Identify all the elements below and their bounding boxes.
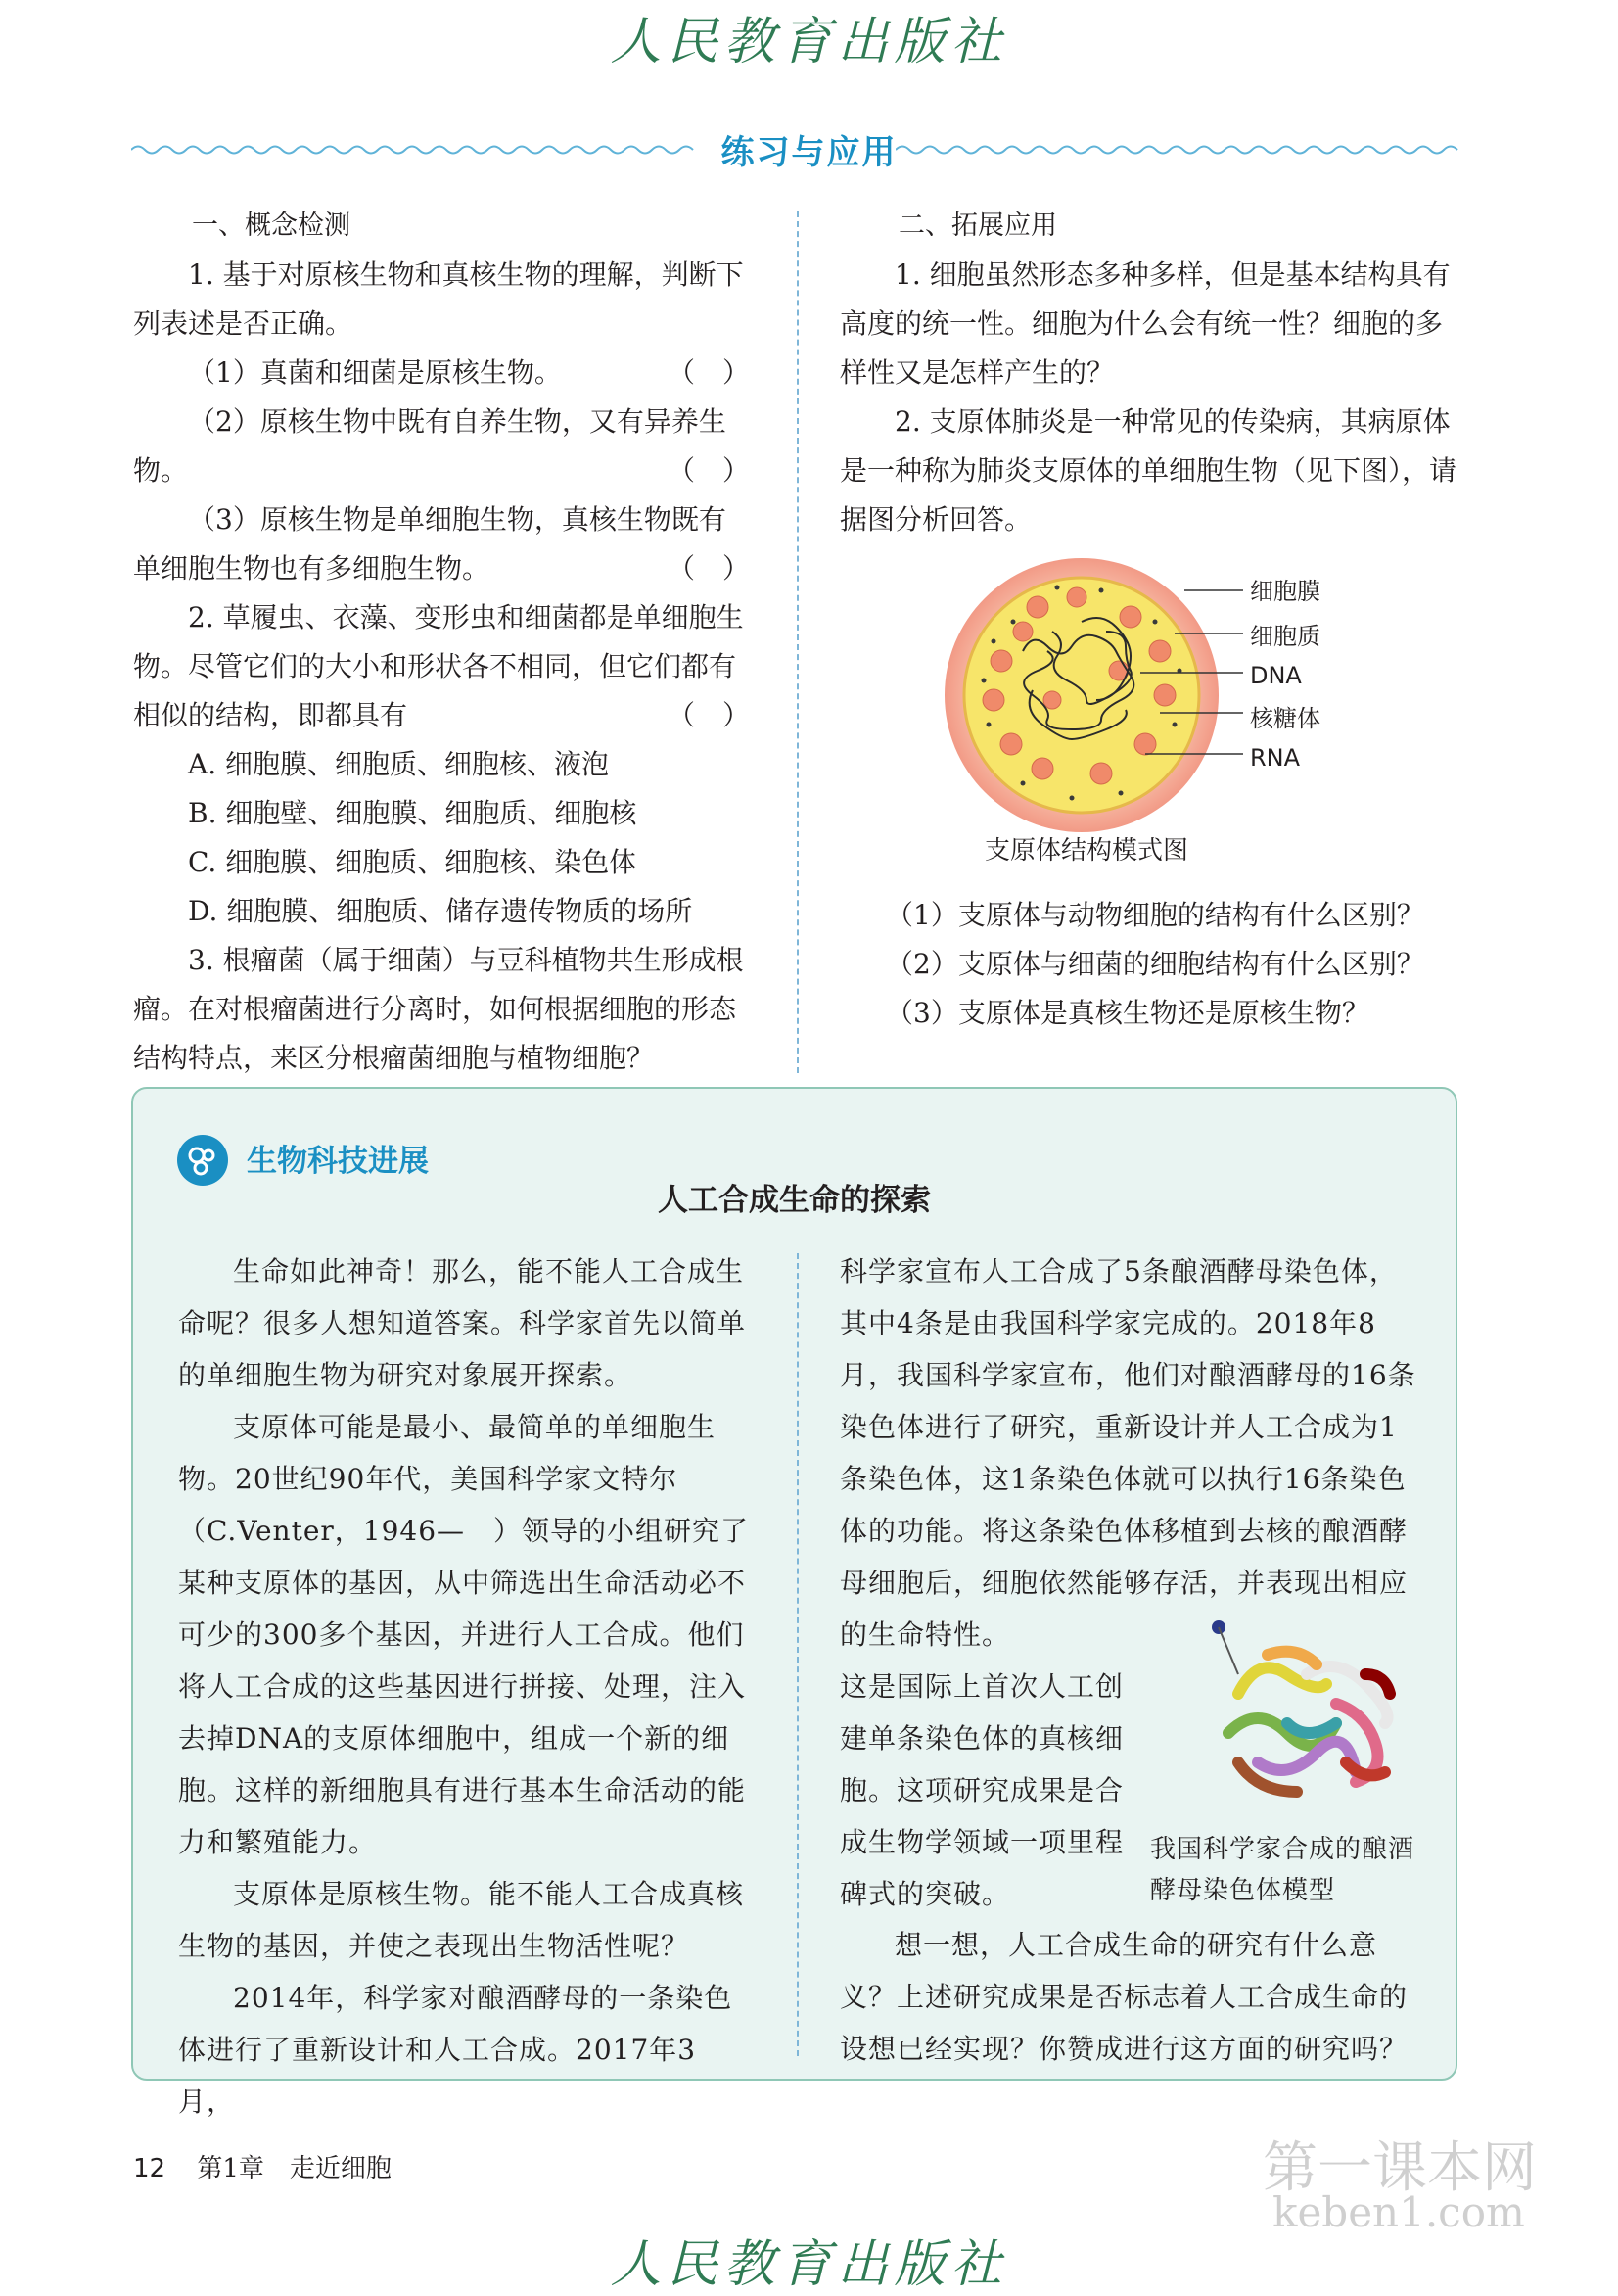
yeast-chromosome-model-image bbox=[1199, 1616, 1424, 1811]
feature-right-column bbox=[840, 1245, 1417, 1661]
column-divider bbox=[797, 211, 799, 1073]
answer-paren: （ ） bbox=[667, 356, 750, 389]
q3: 3. 根瘤菌（属于细菌）与豆科植物共生形成根瘤。在对根瘤菌进行分离时，如何根据细胞的形态结构特点，来区分根瘤菌细胞与植物细胞？ bbox=[133, 944, 744, 1074]
q1-item-3: （3）原核生物是单细胞生物，真核生物既有单细胞生物也有多细胞生物。 （ ） bbox=[133, 495, 750, 593]
feature-para-3: 支原体是原核生物。能不能人工合成真核生物的基因，并使之表现出生物活性呢？ bbox=[178, 1878, 745, 1962]
feature-right-para-1-tail: 这是国际上首次人工创建单条染色体的真核细胞。这项研究成果是合成生物学领域一项里程碑式的突破。 bbox=[840, 1670, 1125, 1910]
feature-column-divider bbox=[797, 1253, 799, 2056]
ext-q1: 1. 细胞虽然形态多种多样，但是基本结构具有高度的统一性。细胞为什么会有统一性？细胞的多样性又是怎样产生的？ bbox=[840, 258, 1451, 389]
watermark-cn: 第一课本网 bbox=[1263, 2136, 1537, 2200]
answer-paren: （ ） bbox=[667, 454, 750, 487]
q2-stem: 2. 草履虫、衣藻、变形虫和细菌都是单细胞生物。尽管它们的大小和形状各不相同，但它们都有相似的结构，即都具有 （ ） bbox=[133, 593, 750, 740]
feature-right-para-2-box bbox=[840, 1919, 1417, 2075]
watermark-url: keben1.com bbox=[1272, 2188, 1525, 2236]
figure-caption: 支原体结构模式图 bbox=[984, 836, 1188, 866]
extension-heading: 二、拓展应用 bbox=[899, 211, 1057, 241]
publisher-header: 人民教育出版社 bbox=[610, 13, 1008, 71]
page-number: 12 bbox=[133, 2154, 166, 2183]
section-title: 练习与应用 bbox=[720, 133, 898, 172]
left-column bbox=[133, 202, 750, 1083]
feature-right-para-2: 想一想，人工合成生命的研究有什么意义？上述研究成果是否标志着人工合成生命的设想已经实现？你赞成进行这方面的研究吗？ bbox=[840, 1929, 1409, 2065]
label-cell-membrane: 细胞膜 bbox=[1250, 578, 1320, 605]
q1-item-2: （2）原核生物中既有自养生物，又有异养生物。 （ ） bbox=[133, 398, 750, 495]
feature-tag: 生物科技进展 bbox=[247, 1144, 429, 1179]
q2-option-b: B. 细胞壁、细胞膜、细胞质、细胞核 bbox=[188, 797, 637, 829]
feature-right-para-1-tail-box bbox=[840, 1661, 1145, 1920]
image-caption: 我国科学家合成的酿酒酵母染色体模型 bbox=[1150, 1835, 1415, 1905]
page-footer bbox=[133, 2148, 392, 2184]
q2-option-a: A. 细胞膜、细胞质、细胞核、液泡 bbox=[188, 748, 610, 780]
right-column bbox=[840, 202, 1458, 544]
sub-question-1: （1）支原体与动物细胞的结构有什么区别？ bbox=[886, 899, 1424, 931]
figure-labels bbox=[1250, 571, 1320, 778]
q1-item-1: （ ） （1）真菌和细菌是原核生物。 bbox=[133, 349, 750, 398]
feature-para-4: 2014年，科学家对酿酒酵母的一条染色体进行了重新设计和人工合成。2017年3月， bbox=[178, 1982, 733, 2118]
feature-right-para-1: 科学家宣布人工合成了5条酿酒酵母染色体，其中4条是由我国科学家完成的。2018年8月，我国科学家宣布，他们对酿酒酵母的16条染色体进行了研究，重新设计并人工合成为1条染色体，这1条染色体就可以执行16条染色体的功能。将这条染色体移植到去核的酿酒酵母细胞后，细胞依然能够存活，并表现出相应的生命特性。 bbox=[840, 1255, 1416, 1651]
ext-q2: 2. 支原体肺炎是一种常见的传染病，其病原体是一种称为肺炎支原体的单细胞生物（见下图），请据图分析回答。 bbox=[840, 405, 1457, 536]
label-cytoplasm: 细胞质 bbox=[1250, 623, 1320, 650]
sub-question-2: （2）支原体与细菌的细胞结构有什么区别？ bbox=[886, 948, 1424, 980]
feature-left-column bbox=[178, 1245, 751, 2128]
sub-question-3: （3）支原体是真核生物还是原核生物？ bbox=[886, 997, 1369, 1029]
feature-para-1: 生命如此神奇！那么，能不能人工合成生命呢？很多人想知道答案。科学家首先以简单的单细胞生物为研究对象展开探索。 bbox=[178, 1255, 747, 1391]
label-ribosome: 核糖体 bbox=[1250, 705, 1320, 732]
chapter-title: 第1章 走近细胞 bbox=[197, 2154, 392, 2183]
q2-option-d: D. 细胞膜、细胞质、储存遗传物质的场所 bbox=[188, 895, 693, 927]
answer-paren: （ ） bbox=[667, 552, 750, 585]
label-rna: RNA bbox=[1250, 744, 1301, 772]
label-dna: DNA bbox=[1250, 662, 1302, 689]
q2-option-c: C. 细胞膜、细胞质、细胞核、染色体 bbox=[188, 846, 637, 878]
feature-para-2: 支原体可能是最小、最简单的单细胞生物。20世纪90年代，美国科学家文特尔（C.Venter，1946— ）领导的小组研究了某种支原体的基因，从中筛选出生命活动必不可少的300多个基因，并进行人工合成。他们将人工合成的这些基因进行拼接、处理，注入去掉DNA的支原体细胞中，组成一个新的细胞。这样的新细胞具有进行基本生命活动的能力和繁殖能力。 bbox=[178, 1411, 750, 1858]
mycoplasma-structure-diagram bbox=[935, 553, 1287, 837]
wave-divider-right bbox=[896, 143, 1463, 157]
concept-check-heading: 一、概念检测 bbox=[192, 211, 350, 241]
answer-paren: （ ） bbox=[667, 699, 750, 731]
publisher-footer: 人民教育出版社 bbox=[610, 2235, 1008, 2294]
q1-stem: 1. 基于对原核生物和真核生物的理解，判断下列表述是否正确。 bbox=[133, 258, 744, 340]
feature-title: 人工合成生命的探索 bbox=[658, 1183, 931, 1218]
sub-questions bbox=[886, 891, 1473, 1038]
